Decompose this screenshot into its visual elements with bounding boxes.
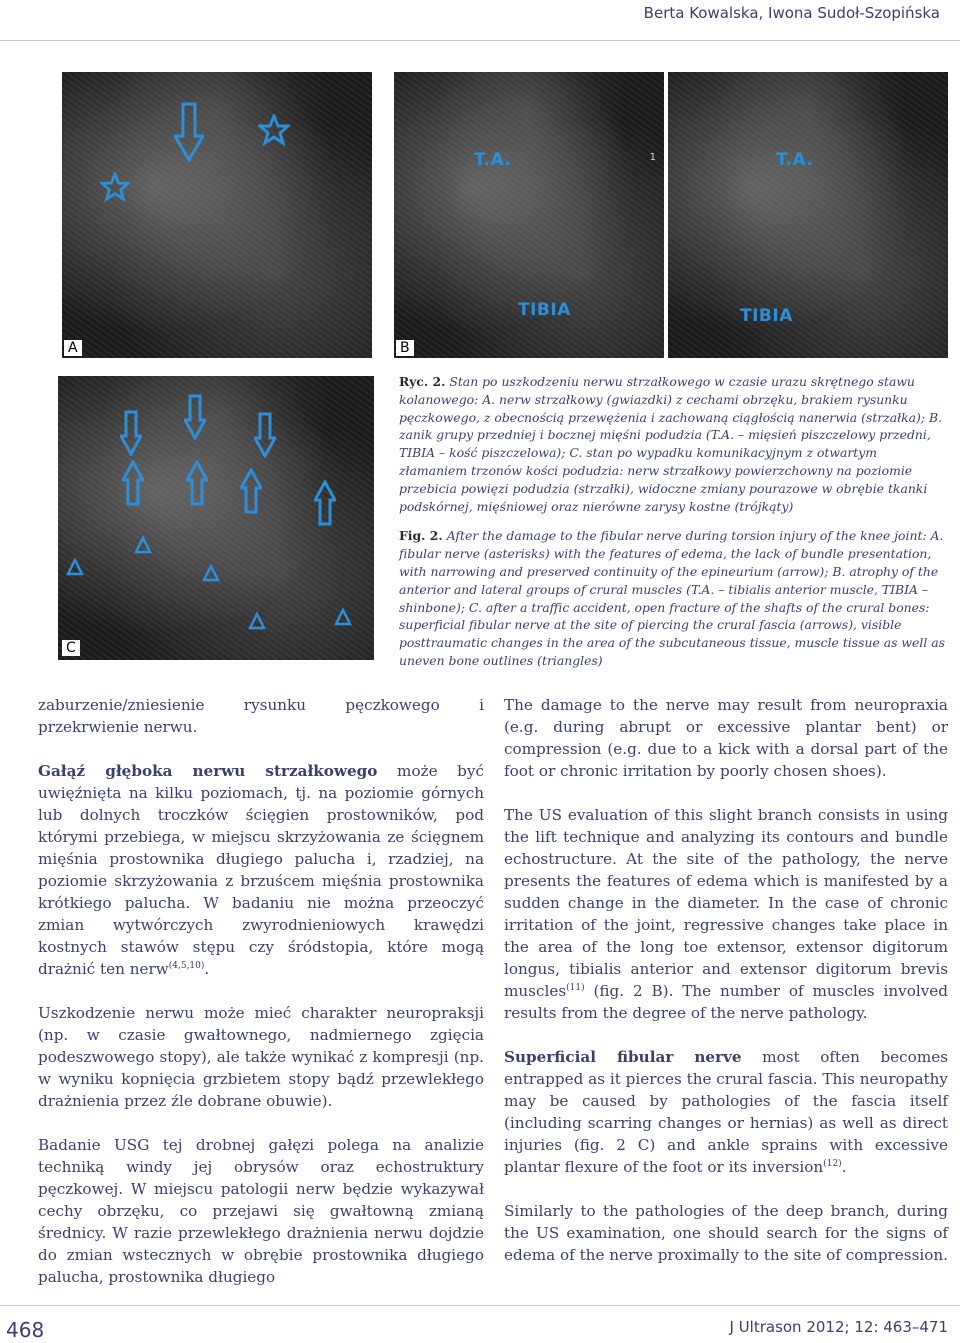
ultrasound-image-a	[62, 72, 372, 358]
star-icon	[258, 114, 290, 146]
arrow-up-icon	[186, 460, 208, 506]
running-header	[0, 0, 960, 44]
reference-superscript: (12)	[823, 1158, 842, 1169]
header-authors: Berta Kowalska, Iwona Sudoł-Szopińska	[643, 4, 940, 22]
caption-pl-text: Stan po uszkodzeniu nerwu strzałkowego w czasie urazu skrętnego stawu kolanowego: A. nerw strzałkowy (gwiazdki) z cechami obrzęku, brakiem rysunku pęczkowego, z obecnością przewężenia i zachowaną ciągłością nanerwia (strzałka); B. zanik grupy przedniej i bocznej mięśni podudzia (T.A. – mięsień piszczelowy przedni, TIBIA – kość piszczelowa); C. stan po wypadku komunikacyjnym z otwartym złamaniem trzonów kości podudzia: nerw strzałkowy powierzchowny na poziomie przebicia powięzi podudzia (strzałki), widoczne zmiany pourazowe w obrębie tkanki podskórnej, mięśniowej oraz nierówne zarysy kostne (trójkąty)	[399, 374, 943, 514]
reference-superscript: (4,5,10)	[168, 960, 205, 971]
panel-a-label: A	[64, 340, 82, 356]
left-paragraph-4: Badanie USG tej drobnej gałęzi polega na analizie techniką windy jej obrysów oraz echostruktury pęczkowej. W miejscu patologii nerw będzie wykazywał cechy obrzęku, co przejawi się gwałtowną zmianą średnicy. W razie przewlekłego drażnienia nerwu dojdzie do zmian wstecznych w obrębie prostownika długiego palucha, prostownika długiego	[38, 1136, 484, 1286]
caption-en-lead: Fig. 2.	[399, 528, 443, 544]
caption-pl-lead: Ryc. 2.	[399, 374, 446, 389]
triangle-icon	[248, 612, 266, 630]
ultrasound-panel-b-left	[394, 72, 664, 358]
right-paragraph-4: Similarly to the pathologies of the deep branch, during the US examination, one should search for the signs of edema of the nerve proximally to the site of compression.	[504, 1202, 948, 1264]
muscle-label-b-left: T.A.	[474, 150, 512, 170]
figure-caption	[399, 373, 949, 682]
left-paragraph-3: Uszkodzenie nerwu może mieć charakter neuropraksji (np. w czasie gwałtownego, nadmiernego zgięcia podeszwowego stopy), ale także wynikać z kompresji (np. w wyniku kopnięcia grzbietem stopy bądź przewlekłego drażnienia przez źle dobrane obuwie).	[38, 1004, 484, 1110]
page-number: 468	[6, 1318, 45, 1342]
left-paragraph-2	[38, 760, 484, 980]
depth-marker: 1	[649, 152, 656, 163]
arrow-up-icon	[240, 468, 262, 514]
arrow-down-icon	[254, 412, 276, 458]
arrow-down-icon	[184, 394, 206, 440]
reference-superscript: (11)	[566, 982, 585, 993]
triangle-icon	[134, 536, 152, 554]
header-rule	[0, 40, 960, 41]
right-paragraph-2-end: (fig. 2 B). The number of muscles involved results from the degree of the nerve pathology.	[504, 982, 948, 1022]
left-paragraph-2-end: .	[204, 960, 210, 978]
caption-en-text: After the damage to the fibular nerve during torsion injury of the knee joint: A. fibular nerve (asterisks) with the features of edema, the lack of bundle presentation, with narrowing and preserved continuity of the epineurium (arrow); B. atrophy of the anterior and lateral groups of crural muscles (T.A. – tibialis anterior muscle, TIBIA – shinbone); C. after a traffic accident, open fracture of the shafts of the crural bones: superficial fibular nerve at the site of piercing the crural fascia (arrows), visible posttraumatic changes in the area of the subcutaneous tissue, muscle tissue as well as uneven bone outlines (triangles)	[399, 528, 945, 668]
bone-label-b-left: TIBIA	[518, 300, 571, 320]
ultrasound-panel-b-right	[668, 72, 948, 358]
right-paragraph-3	[504, 1046, 948, 1178]
triangle-icon	[334, 608, 352, 626]
right-paragraph-2	[504, 804, 948, 1024]
right-paragraph-3-text: most often becomes entrapped as it pierces the crural fascia. This neuropathy may be caused by pathologies of the fascia itself (including scarring changes or hernias) as well as direct injuries (fig. 2 C) and ankle sprains with excessive plantar flexure of the foot or its inversion	[504, 1048, 948, 1176]
panel-b-label: B	[396, 340, 414, 356]
ultrasound-panel-c	[58, 376, 374, 660]
right-paragraph-2-text: The US evaluation of this slight branch consists in using the lift technique and analyzing its contours and bundle echostructure. At the site of the pathology, the nerve presents the features of edema which is manifested by a sudden change in the diameter. In the case of chronic irritation of the joint, regressive changes take place in the area of the long toe extensor, extensor digitorum longus, tibialis anterior and extensor digitorum brevis muscles	[504, 806, 948, 1000]
bone-label-b-right: TIBIA	[740, 306, 793, 326]
muscle-label-b-right: T.A.	[776, 150, 814, 170]
ultrasound-panel-a	[62, 72, 372, 358]
caption-english	[399, 527, 949, 669]
left-paragraph-2-text: może być uwięźnięta na kilku poziomach, tj. na poziomie górnych lub dolnych troczków ścięgien prostowników, pod którymi przebiega, w miejscu skrzyżowania ze ścięgnem mięśnia prostownika długiego palucha i, rzadziej, na poziomie skrzyżowania z brzuścem mięśnia prostownika krótkiego palucha. W badaniu nie można przeoczyć zmian wytwórczych zwyrodnieniowych krawędzi kostnych stawów stępu czy śródstopia, które mogą drażnić ten nerw	[38, 762, 484, 978]
arrow-up-icon	[314, 480, 336, 526]
triangle-icon	[202, 564, 220, 582]
right-column	[504, 694, 948, 1266]
superficial-branch-heading: Superficial fibular nerve	[504, 1048, 742, 1066]
arrow-down-icon	[174, 102, 204, 162]
ultrasound-image-b-right	[668, 72, 948, 358]
left-column	[38, 694, 484, 1288]
star-icon	[100, 172, 130, 202]
arrow-down-icon	[120, 410, 142, 456]
panel-c-label: C	[62, 640, 80, 656]
triangle-icon	[66, 558, 84, 576]
deep-branch-heading: Gałąź głęboka nerwu strzałkowego	[38, 762, 378, 780]
journal-citation: J Ultrason 2012; 12: 463–471	[729, 1318, 948, 1336]
caption-polish	[399, 373, 949, 515]
left-paragraph-1: zaburzenie/zniesienie rysunku pęczkowego i przekrwienie nerwu.	[38, 696, 484, 736]
arrow-up-icon	[122, 460, 144, 506]
footer-rule	[0, 1305, 960, 1306]
right-paragraph-1: The damage to the nerve may result from neuropraxia (e.g. during abrupt or excessive plantar bent) or compression (e.g. due to a kick with a dorsal part of the foot or chronic irritation by poorly chosen shoes).	[504, 696, 948, 780]
right-paragraph-3-end: .	[841, 1158, 847, 1176]
